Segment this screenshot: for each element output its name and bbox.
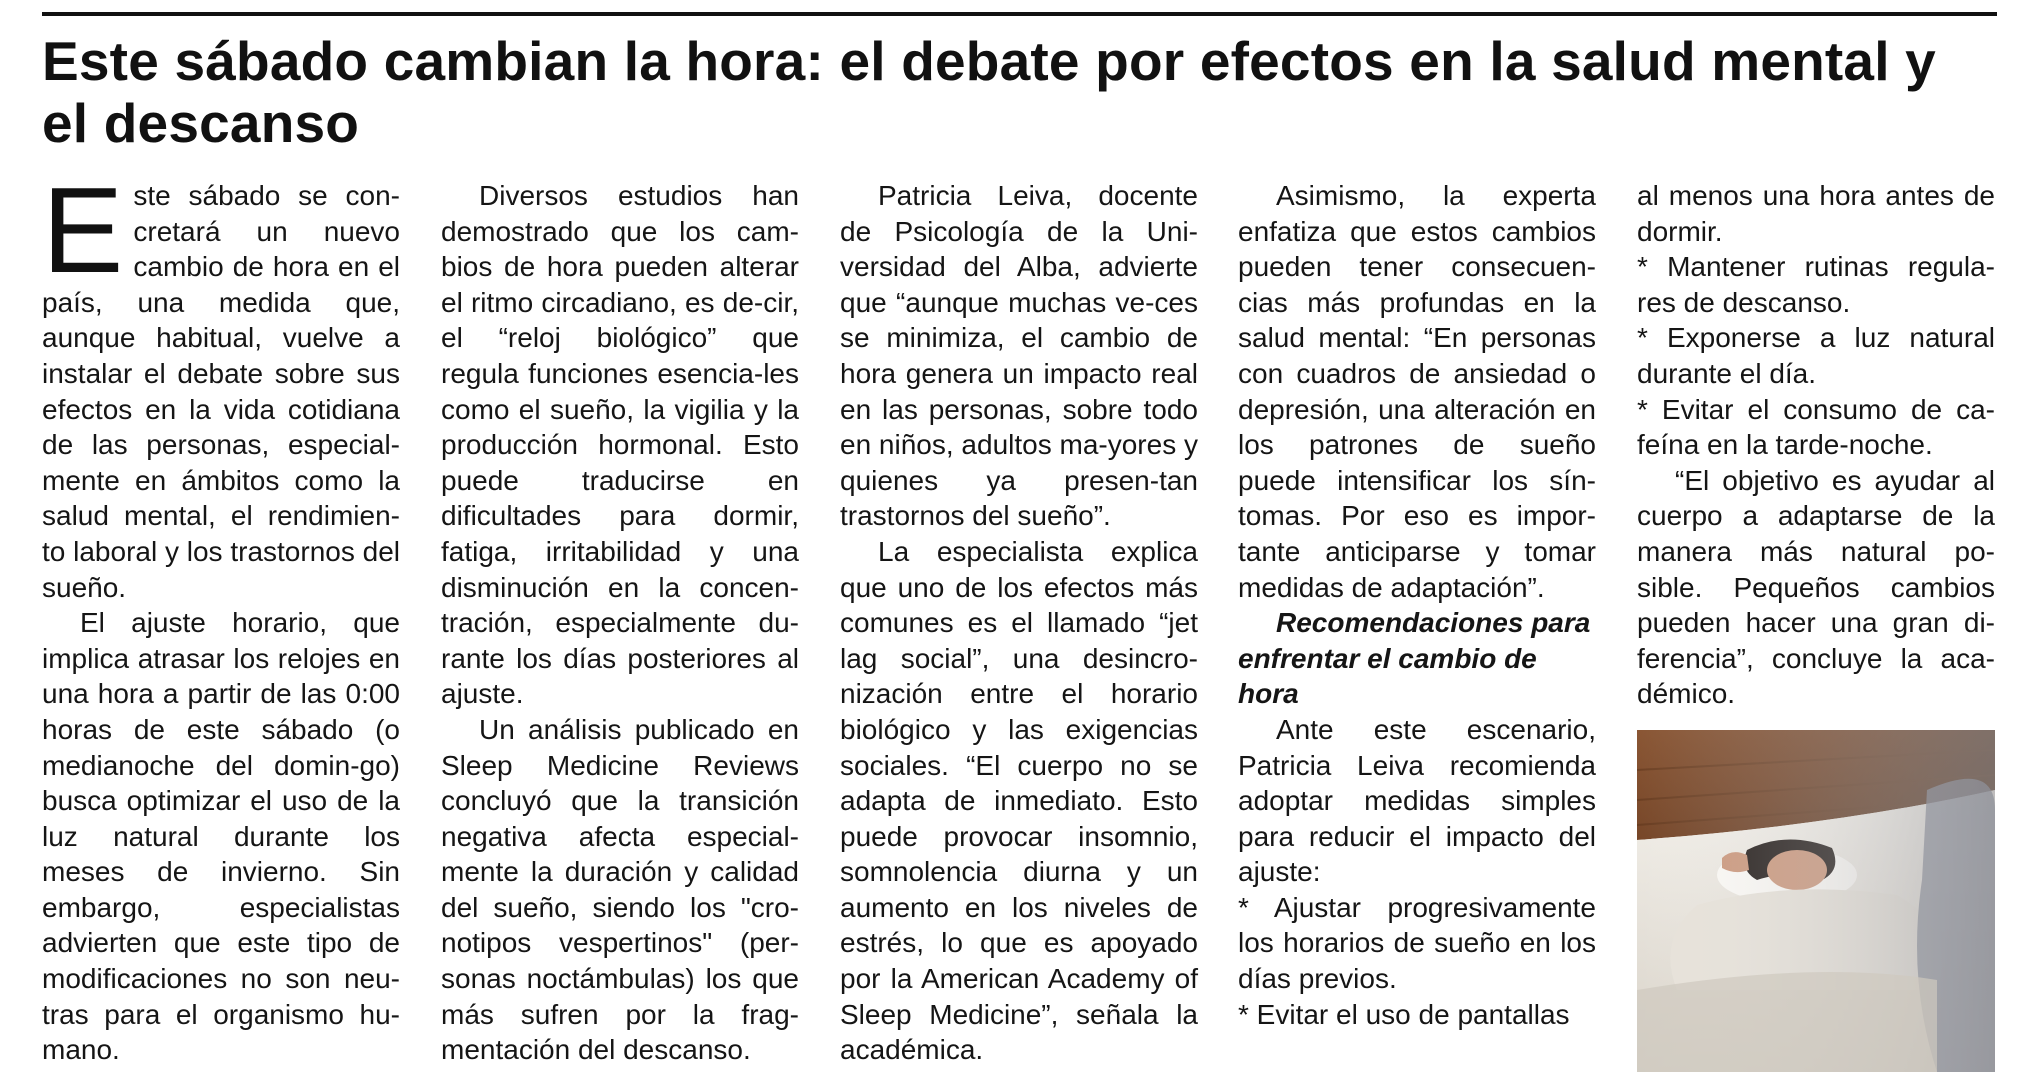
sleeping-person-photo xyxy=(1637,730,1995,1072)
list-item: * Ajustar progresivamente los horarios de sueño en los días previos. xyxy=(1238,891,1596,995)
paragraph: Diversos estudios han demostrado que los cam-bios de hora pueden alterar el ritmo circadiano, es de-cir, el “reloj biológico” que regula funciones esencia-les como el sueño, la vigilia y la producción hormonal. Esto puede traducirse en dificultades para dormir, fatiga, irritabilidad y una disminución en la concen-tración, especialmente du-rante los días posteriores al ajuste. xyxy=(441,180,799,710)
drop-cap: E xyxy=(42,162,124,298)
paragraph: “El objetivo es ayudar al cuerpo a adaptarse de la manera más natural po-sible. Pequeños cambios pueden hacer una gran di-ferencia”, concluye la aca-démico. xyxy=(1637,464,1995,710)
list-item: * Exponerse a luz natural durante el día. xyxy=(1637,322,1995,389)
photo-illustration xyxy=(1637,730,1995,1072)
list-item: * Evitar el uso de pantallas xyxy=(1238,998,1570,1030)
paragraph xyxy=(42,162,400,605)
list-item-continued: al menos una hora antes de dormir. xyxy=(1637,180,1995,247)
list-item: * Evitar el consumo de ca-feína en la tarde-noche. xyxy=(1637,393,1995,461)
top-rule xyxy=(42,12,1997,16)
column-5 xyxy=(1637,178,1995,712)
paragraph: El ajuste horario, que implica atrasar los relojes en una hora a partir de las 0:00 horas de este sábado (o medianoche del domin-go) busca optimizar el uso de la luz natural durante los meses de invierno. Sin embargo, especialistas advierten que este tipo de modificaciones no son neu-tras para el organismo hu-mano. xyxy=(42,607,400,1066)
column-4 xyxy=(1238,178,1596,1032)
column-1 xyxy=(42,162,400,1068)
paragraph: Asimismo, la experta enfatiza que estos cambios pueden tener consecuen-cias más profundas en la salud mental: “En personas con cuadros de ansiedad o depresión, una alteración en los patrones de sueño puede intensificar los sín-tomas. Por eso es impor-tante anticiparse y tomar medidas de adaptación”. xyxy=(1238,180,1596,603)
paragraph: Ante este escenario, Patricia Leiva recomienda adoptar medidas simples para reducir el impacto del ajuste: xyxy=(1238,713,1596,888)
paragraph: Patricia Leiva, docente de Psicología de la Uni-versidad del Alba, advierte que “aunque muchas ve-ces se minimiza, el cambio de hora genera un impacto real en las personas, sobre todo en niños, adultos ma-yores y quienes ya presen-tan trastornos del sueño”. xyxy=(840,180,1198,532)
column-2 xyxy=(441,178,799,1068)
paragraph-text: ste sábado se con-cretará un nuevo cambio de hora en el país, una medida que, aunque habitual, vuelve a instalar el debate sobre sus efectos en la vida cotidiana de las personas, especial-mente en ámbitos como la salud mental, el rendimien-to laboral y los trastornos del sueño. xyxy=(42,180,400,603)
sheet-fold xyxy=(1637,972,1937,1072)
section-subheading: Recomendaciones para enfrentar el cambio de hora xyxy=(1238,607,1591,710)
paragraph: La especialista explica que uno de los efectos más comunes es el llamado “jet lag social”, una desincro-nización entre el horario biológico y las exigencias sociales. “El cuerpo no se adapta de inmediato. Esto puede provocar insomnio, somnolencia diurna y un aumento en los niveles de estrés, lo que es apoyado por la American Academy of Sleep Medicine”, señala la académica. xyxy=(840,535,1198,1066)
list-item: * Mantener rutinas regula-res de descanso. xyxy=(1637,251,1995,318)
paragraph: Un análisis publicado en Sleep Medicine Reviews concluyó que la transición negativa afecta especial-mente la duración y calidad del sueño, siendo los "cro-notipos vespertinos" (per-sonas noctámbulas) los que más sufren por la frag-mentación del descanso. xyxy=(441,713,799,1066)
column-3 xyxy=(840,178,1198,1068)
headline: Este sábado cambian la hora: el debate por efectos en la salud mental y el descanso xyxy=(42,30,1936,154)
